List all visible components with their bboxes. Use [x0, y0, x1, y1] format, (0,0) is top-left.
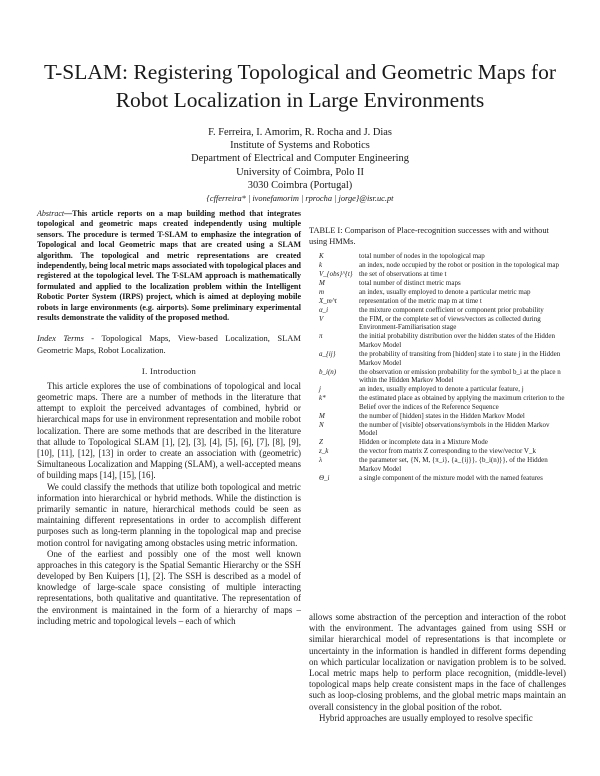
author-emails: {cfferreira* | ivonefamorim | rprocha | jorge}@isr.uc.pt: [206, 194, 394, 204]
table-row: [309, 474, 566, 483]
table-row: [309, 252, 566, 261]
intro-paragraph-2: We could classify the methods that utilize both topological and metric information into hierarchical or hybrid methods. While the distinction is primarily semantic in nature, hierarchical methods could be seen as maintaining different representations in order to accomplish different purposes such as long-term planning in the topological map and precise motion control for navigating among obstacles using metric information.: [37, 481, 301, 548]
table-description: total number of distinct metric maps: [359, 278, 461, 287]
table-row: [309, 438, 566, 447]
affiliation-3: University of Coimbra, Polo II: [236, 166, 364, 178]
table-description: the observation or emission probability for the symbol b_i at the place n within the Hidden Markov Model: [359, 367, 561, 385]
table-description: an index, usually employed to denote a particular feature, j: [359, 385, 524, 394]
left-column: [37, 209, 301, 627]
table-row: [309, 279, 566, 288]
table-symbol: k*: [319, 394, 326, 403]
table-symbol: b_i(n): [319, 367, 337, 376]
table-description: total number of nodes in the topological map: [359, 252, 485, 260]
table-row: [309, 412, 566, 421]
table-symbol: k: [319, 260, 323, 269]
table-row: [309, 332, 566, 350]
table-description: a single component of the mixture model with the named features: [359, 473, 543, 482]
right-column-table: [309, 226, 566, 483]
table-row: [309, 288, 566, 297]
right-paragraph-2: Hybrid approaches are usually employed to resolve specific: [319, 712, 533, 723]
table-row: [309, 421, 566, 439]
table-symbol: λ: [319, 456, 323, 465]
table-symbol: X_m^t: [319, 296, 337, 305]
table-symbol: j: [319, 385, 321, 394]
table-row: [309, 297, 566, 306]
table-description: the estimated place as obtained by applying the maximum criterion to the Belief over the indices of the Reference Sequence: [359, 394, 565, 411]
table-description: the FIM, or the complete set of views/vectors as collected during Environment-Familiarisation stage: [359, 314, 541, 332]
table-symbol: M: [319, 278, 325, 287]
table-row: [309, 385, 566, 394]
table-description: the vector from matrix Z corresponding to the view/vector V_k: [359, 447, 536, 456]
table-description: an index, node occupied by the robot or position in the topological map: [359, 260, 560, 269]
table-caption: TABLE I: Comparison of Place-recognition successes with and without using HMMs.: [309, 226, 549, 246]
abstract-label: Abstract: [37, 209, 65, 218]
table-row: [309, 368, 566, 386]
table-row: [309, 447, 566, 456]
symbol-table: [309, 252, 566, 483]
intro-paragraph-3: One of the earliest and possibly one of the most well known approaches in this category is the Spatial Semantic Hierarchy or the SSH developed by Ben Kuipers [1], [2]. The SSH is described as a model of knowledge of large-scale space consisting of multiple interacting representations, both qualitative and quantitative. The representation of the environment is maintained in the form of a hierarchy of maps – including metric and topological levels – each of which: [37, 548, 301, 626]
index-terms-label: Index Terms: [37, 333, 84, 344]
table-description: the set of observations at time t: [359, 269, 447, 278]
table-row: [309, 350, 566, 368]
abstract: [37, 209, 301, 323]
table-symbol: a_{ij}: [319, 350, 336, 359]
table-symbol: K: [319, 252, 324, 260]
intro-paragraph-1: This article explores the use of combinations of topological and local geometric maps. There are a number of methods in the literature that attempt to exploit the perceived advantages of combined, hybrid or hierarchical maps for use in environment representation and mobile robot localization. There are some methods that are described in the literature that allude to Topological SLAM [1], [2], [3], [4], [5], [6], [7], [8], [9], [10], [11], [12], [13] in order to create an association with (geometric) Simultaneous Localization and Mapping (SLAM), a well-accepted means of building maps [14], [15], [16].: [37, 380, 301, 481]
table-row: [309, 261, 566, 270]
paper-title: T-SLAM: Registering Topological and Geometric Maps for Robot Localization in Large Environments: [43, 60, 557, 112]
table-row: [309, 270, 566, 279]
table-description: the parameter set, {N, M, {π_i}, {a_{ij}}, {b_i(n)}}, of the Hidden Markov Model: [359, 456, 548, 473]
table-row: [309, 456, 566, 474]
affiliation-1: Institute of Systems and Robotics: [230, 140, 370, 152]
abstract-text: —This article reports on a map building method that integrates topological and geometric maps created independently using multiple sensors. The procedure is termed T-SLAM to emphasize the integration of Topological and local Geometric maps that are created using a SLAM algorithm. The topological and metric representations are created independently, being local metric maps associated with topological places and registered at the topological level. The T-SLAM approach is mathematically formulated and applied to the localization problem within the Intelligent Robotic Porter System (IRPS) project, which is aimed at deploying mobile robots in large environments (e.g. airports). Some preliminary experimental results demonstrate the validity of the proposed method.: [37, 209, 302, 323]
table-description: the mixture component coefficient or component prior probability: [359, 305, 544, 314]
table-row: [309, 306, 566, 315]
table-symbol: α_i: [319, 305, 329, 314]
table-symbol: V_{obs}^{t}: [319, 269, 353, 278]
table-description: the number of [visible] observations/symbols in the Hidden Markov Model: [359, 420, 550, 438]
table-description: representation of the metric map m at time t: [359, 296, 482, 305]
index-terms: [37, 333, 301, 355]
table-description: the initial probability distribution over the hidden states of the Hidden Markov Model: [359, 332, 555, 350]
table-symbol: m: [319, 287, 325, 296]
affiliation-2: Department of Electrical and Computer Engineering: [191, 153, 409, 165]
section-heading-introduction: I. Introduction: [141, 365, 197, 376]
table-symbol: V: [319, 314, 324, 323]
table-symbol: Θ_i: [319, 473, 330, 482]
table-description: an index, usually employed to denote a particular metric map: [359, 287, 531, 296]
table-symbol: Z: [319, 438, 323, 447]
table-symbol: π: [319, 332, 323, 341]
author-names: F. Ferreira, I. Amorim, R. Rocha and J. Dias: [208, 127, 392, 138]
right-paragraph-1: allows some abstraction of the perception and interaction of the robot with the environment. The advantages gained from using SSH or similar hierarchical model of representations is that incomplete or uncertainty in the information is handled in different forms depending on which particular localization or navigation problem is to be solved. Local metric maps help to perform place recognition, (middle-level) topological maps help create consistent maps in the face of challenges such as loop-closing problems, and the global metric maps maintain an overall consistency in the global position of the robot.: [309, 612, 566, 712]
table-description: the number of [hidden] states in the Hidden Markov Model: [359, 411, 525, 420]
author-block: [100, 126, 500, 205]
table-symbol: N: [319, 420, 324, 429]
table-symbol: z_k: [319, 447, 329, 456]
table-description: the probability of transiting from [hidden] state i to state j in the Hidden Markov Model: [359, 350, 561, 367]
index-terms-text: - Topological Maps, View-based Localization, SLAM Geometric Maps, Robot Localization.: [37, 333, 301, 355]
table-row: [309, 315, 566, 333]
affiliation-4: 3030 Coimbra (Portugal): [247, 179, 353, 191]
right-column-text: [309, 612, 566, 724]
table-description: Hidden or incomplete data in a Mixture Mode: [359, 438, 488, 447]
table-symbol: M: [319, 411, 325, 420]
table-row: [309, 394, 566, 412]
